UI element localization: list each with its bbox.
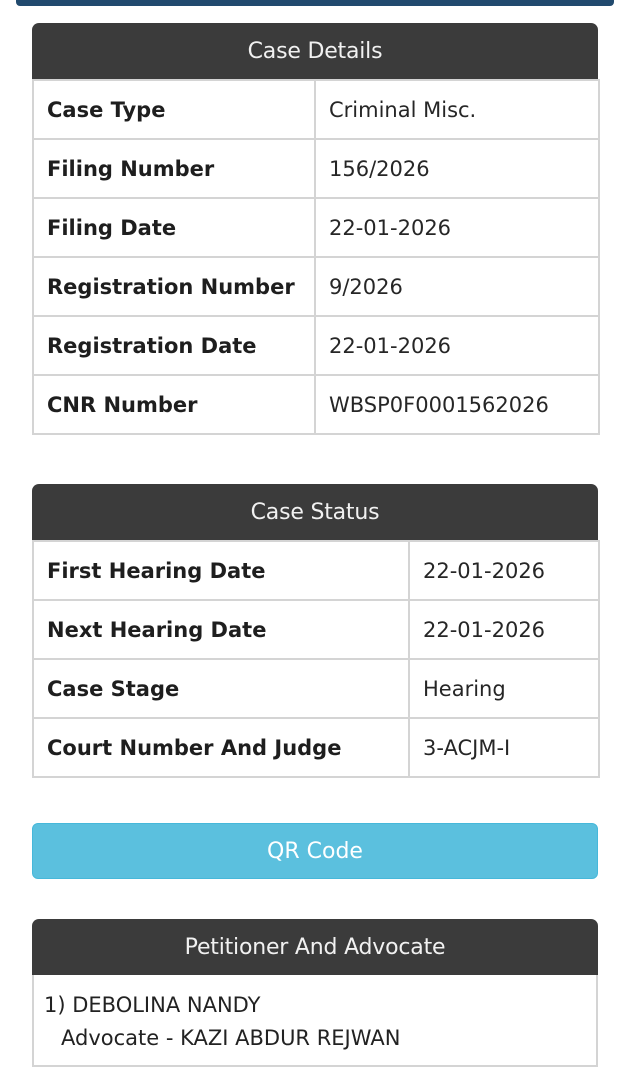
court-number-judge-label: Court Number And Judge (33, 718, 409, 777)
table-row (33, 198, 599, 257)
advocate-name: Advocate - KAZI ABDUR REJWAN (61, 1026, 401, 1050)
case-status-header (32, 484, 598, 540)
registration-date-label: Registration Date (33, 316, 315, 375)
filing-number-label: Filing Number (33, 139, 315, 198)
table-row (33, 718, 599, 777)
case-type-label: Case Type (33, 80, 315, 139)
petitioner-header (32, 919, 598, 975)
qr-code-button[interactable] (32, 823, 598, 879)
case-details-title: Case Details (247, 38, 383, 64)
case-stage-value: Hearing (409, 659, 599, 718)
petitioner-name: 1) DEBOLINA NANDY (44, 993, 261, 1017)
filing-date-value: 22-01-2026 (315, 198, 599, 257)
case-status-title: Case Status (250, 499, 380, 525)
court-number-judge-value: 3-ACJM-I (409, 718, 599, 777)
petitioner-title: Petitioner And Advocate (184, 934, 446, 960)
registration-number-value: 9/2026 (315, 257, 599, 316)
table-row (33, 80, 599, 139)
registration-number-label: Registration Number (33, 257, 315, 316)
table-row (33, 600, 599, 659)
table-row (33, 139, 599, 198)
case-details-header (32, 23, 598, 79)
case-stage-label: Case Stage (33, 659, 409, 718)
next-hearing-date-value: 22-01-2026 (409, 600, 599, 659)
table-row (33, 659, 599, 718)
cnr-number-value: WBSP0F0001562026 (315, 375, 599, 434)
registration-date-value: 22-01-2026 (315, 316, 599, 375)
case-status-table (32, 540, 600, 778)
first-hearing-date-value: 22-01-2026 (409, 541, 599, 600)
table-row (33, 375, 599, 434)
first-hearing-date-label: First Hearing Date (33, 541, 409, 600)
filing-date-label: Filing Date (33, 198, 315, 257)
table-row (33, 541, 599, 600)
qr-code-button-label: QR Code (267, 838, 363, 864)
top-bar (16, 0, 614, 6)
filing-number-value: 156/2026 (315, 139, 599, 198)
cnr-number-label: CNR Number (33, 375, 315, 434)
case-details-table (32, 79, 600, 435)
case-type-value: Criminal Misc. (315, 80, 599, 139)
table-row (33, 316, 599, 375)
next-hearing-date-label: Next Hearing Date (33, 600, 409, 659)
table-row (33, 257, 599, 316)
petitioner-box (32, 975, 598, 1067)
